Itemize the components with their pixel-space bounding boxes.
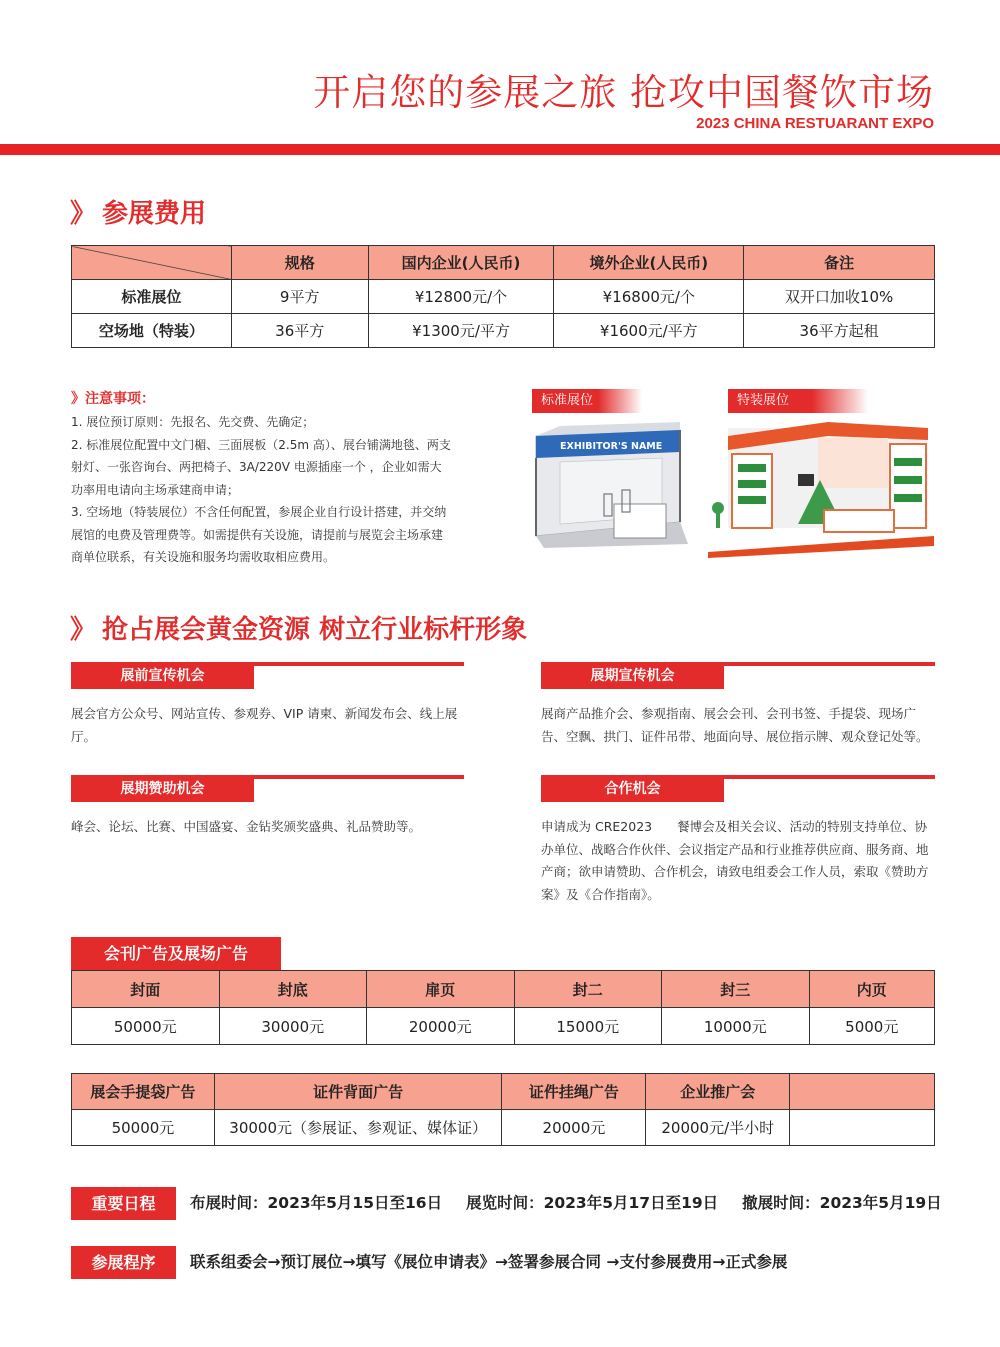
list-item: 3. 空场地（特装展位）不含任何配置，参展企业自行设计搭建，并交纳展馆的电费及管理费等。如需提供有关设施，请提前与展览会主场承建商单位联系，有关设施和服务均需收取相应费用。	[71, 505, 447, 564]
table-header-row	[72, 246, 935, 280]
box-title: 展期宣传机会	[541, 664, 724, 689]
teardown-time: 撤展时间：2023年5月19日	[742, 1194, 942, 1212]
table-cell	[790, 1110, 935, 1146]
table-cell: 30000元	[219, 1008, 367, 1045]
list-item: 1. 展位预订原则：先报名、先交费、先确定；	[71, 415, 315, 429]
box-text: 申请成为 CRE2023 餐博会及相关会议、活动的特别支持单位、协办单位、战略合作伙伴、会议指定产品和行业推荐供应商、服务商、地产商；欲申请赞助、合作机会，请致电组委会工作人员，索取《赞助方案》及《合作指南》。	[541, 819, 929, 902]
table-cell: 50000元	[72, 1110, 215, 1146]
standard-booth-label: 标准展位	[532, 389, 642, 413]
table-cell: 9平方	[231, 280, 368, 314]
table-header-cell: 内页	[809, 971, 935, 1008]
table-row	[72, 1110, 935, 1146]
box-title: 合作机会	[541, 777, 724, 802]
table-header-cell: 封底	[219, 971, 367, 1008]
table-header-cell: 封面	[72, 971, 220, 1008]
table-row	[72, 280, 935, 314]
table-row	[72, 314, 935, 348]
table-cell: ¥1300元/平方	[368, 314, 554, 348]
diagonal-header-cell	[72, 246, 232, 280]
fee-table	[71, 245, 935, 348]
booth-sign-text: EXHIBITOR'S NAME	[560, 441, 663, 452]
table-cell: 15000元	[514, 1008, 662, 1045]
procedure-label: 参展程序	[71, 1246, 176, 1279]
table-header-cell: 规格	[231, 246, 368, 280]
double-chevron-icon: 》	[70, 615, 97, 645]
table-cell: ¥16800元/个	[554, 280, 744, 314]
row-label: 标准展位	[72, 280, 232, 314]
box-text: 峰会、论坛、比赛、中国盛宴、金钻奖颁奖盛典、礼品赞助等。	[71, 819, 422, 834]
table-cell: 双开口加收10%	[744, 280, 935, 314]
table-header-cell: 企业推广会	[646, 1074, 790, 1110]
list-item: 2. 标准展位配置中文门楣、三面展板（2.5m 高）、展台铺满地毯、两支射灯、一张咨询台、两把椅子、3A/220V 电源插座一个 ，企业如需大功率用电请向主场承建商申请；	[71, 437, 451, 497]
table-cell: 10000元	[662, 1008, 810, 1045]
standard-booth-image	[530, 418, 690, 548]
table-cell: 20000元	[502, 1110, 646, 1146]
table-header-cell: 封三	[662, 971, 810, 1008]
special-booth-image	[708, 418, 934, 558]
table-cell: 36平方起租	[744, 314, 935, 348]
table-cell: 20000元/半小时	[646, 1110, 790, 1146]
notes-list	[71, 411, 453, 569]
show-time: 展览时间：2023年5月17日至19日	[466, 1194, 719, 1212]
box-text: 展会官方公众号、网站宣传、参观券、VIP 请柬、新闻发布会、线上展厅。	[71, 706, 458, 744]
table-header-cell: 展会手提袋广告	[72, 1074, 215, 1110]
notes-heading: 》注意事项：	[71, 391, 155, 407]
table-cell: 36平方	[231, 314, 368, 348]
table-header-cell: 证件背面广告	[214, 1074, 502, 1110]
table-header-cell	[790, 1074, 935, 1110]
double-chevron-icon: 》	[70, 199, 97, 229]
resources-section-heading: 》 抢占展会黄金资源 树立行业标杆形象	[70, 615, 528, 645]
table-header-cell: 证件挂绳广告	[502, 1074, 646, 1110]
schedule-text	[190, 1187, 942, 1220]
procedure-text: 联系组委会→预订展位→填写《展位申请表》→签署参展合同 →支付参展费用→正式参展	[190, 1253, 788, 1271]
box-text: 展商产品推介会、参观指南、展会会刊、会刊书签、手提袋、现场广告、空飘、拱门、证件吊带、地面向导、展位指示牌、观众登记处等。	[541, 706, 929, 744]
table-header-row	[72, 1074, 935, 1110]
schedule-label: 重要日程	[71, 1187, 176, 1220]
table-cell: 50000元	[72, 1008, 220, 1045]
special-booth-label: 特装展位	[728, 389, 868, 413]
header-divider-bar	[0, 144, 1000, 155]
table-cell: 20000元	[367, 1008, 515, 1045]
table-cell: 5000元	[809, 1008, 935, 1045]
box-title: 展期赞助机会	[71, 777, 254, 802]
venue-ad-table	[71, 1073, 935, 1146]
page-subtitle: 2023 CHINA RESTUARANT EXPO	[696, 115, 934, 132]
table-header-row	[72, 971, 935, 1008]
fees-section-heading: 》 参展费用	[70, 199, 207, 229]
page-title: 开启您的参展之旅 抢攻中国餐饮市场	[313, 71, 934, 114]
table-cell: ¥1600元/平方	[554, 314, 744, 348]
table-header-cell: 国内企业(人民币)	[368, 246, 554, 280]
table-header-cell: 境外企业(人民币)	[554, 246, 744, 280]
ads-tab-title: 会刊广告及展场广告	[71, 937, 281, 970]
row-label: 空场地（特装）	[72, 314, 232, 348]
ad-price-table	[71, 970, 935, 1045]
table-row	[72, 1008, 935, 1045]
table-cell: 30000元（参展证、参观证、媒体证）	[214, 1110, 502, 1146]
table-cell: ¥12800元/个	[368, 280, 554, 314]
table-header-cell: 封二	[514, 971, 662, 1008]
table-header-cell: 备注	[744, 246, 935, 280]
box-title: 展前宣传机会	[71, 664, 254, 689]
setup-time: 布展时间：2023年5月15日至16日	[190, 1194, 443, 1212]
table-header-cell: 扉页	[367, 971, 515, 1008]
